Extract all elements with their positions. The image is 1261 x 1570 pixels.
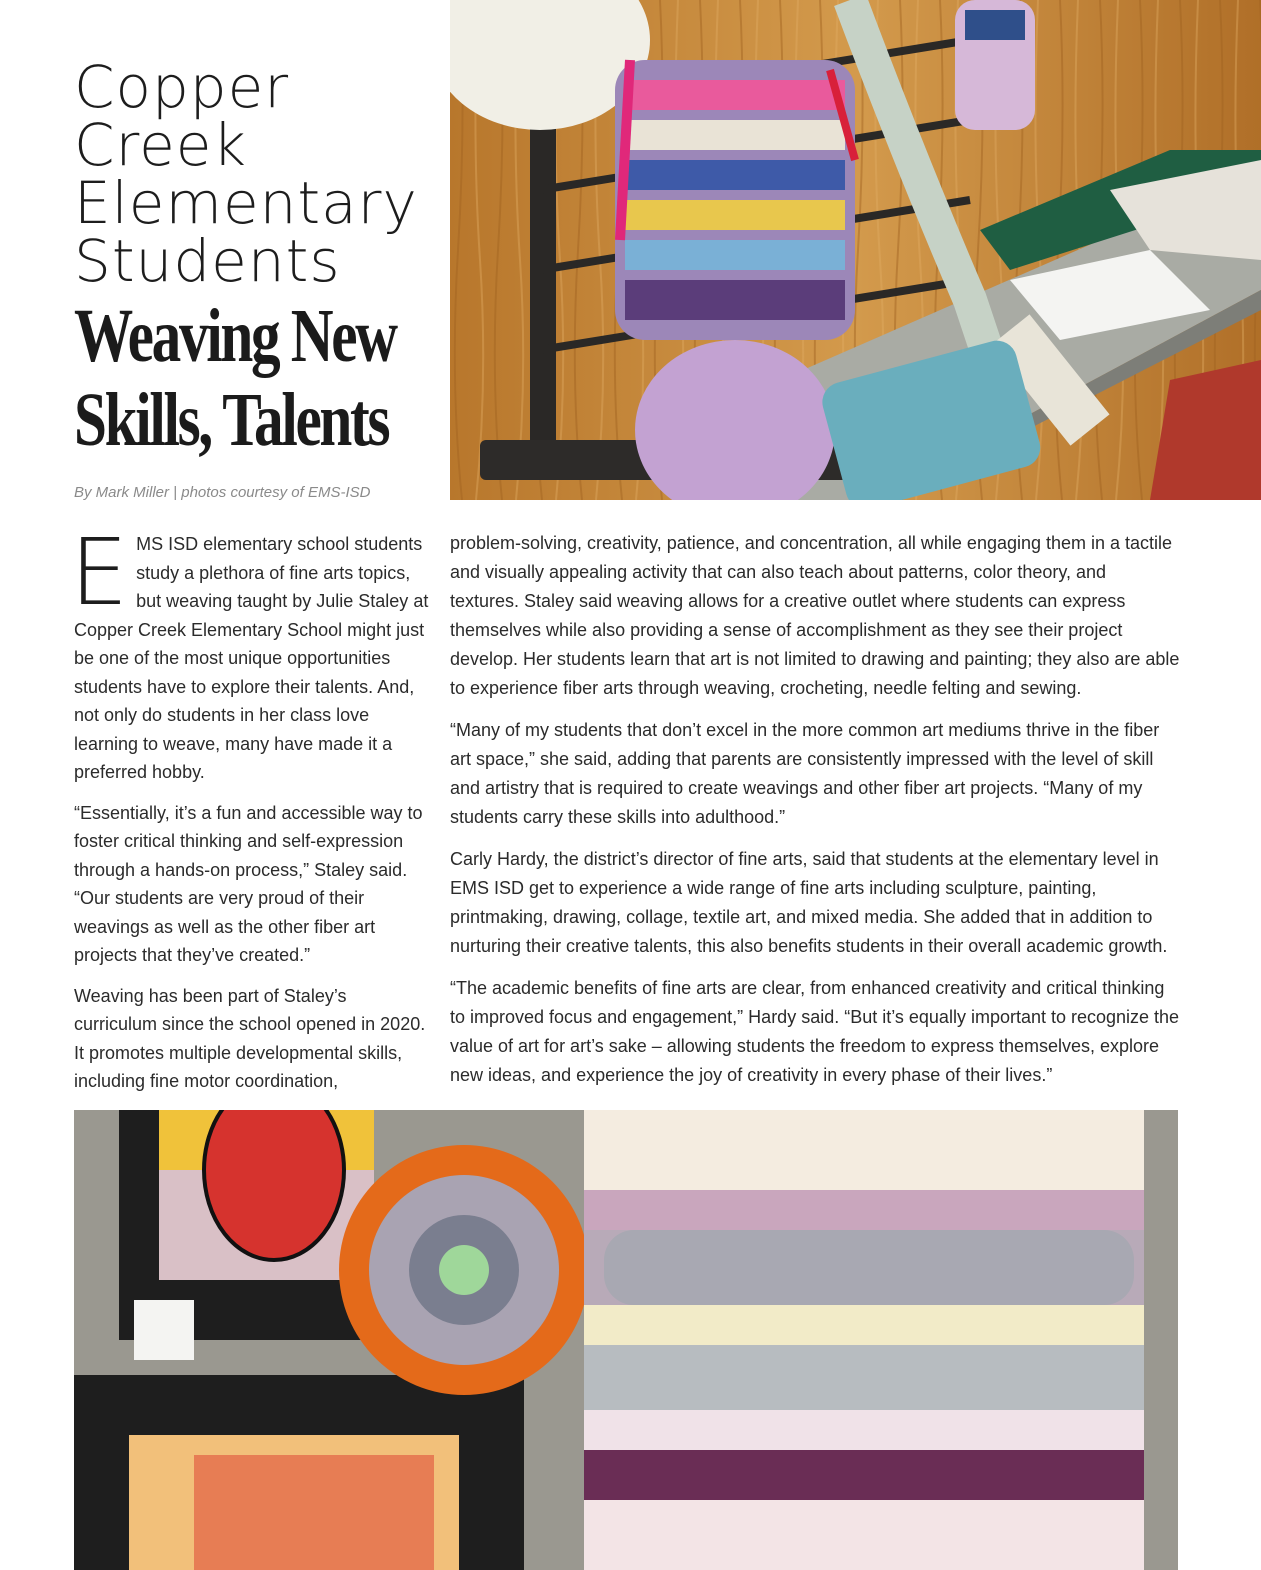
article-column-right [450, 529, 1180, 1103]
article-paragraph: Weaving has been part of Staley’s curriculum since the school opened in 2020. It promotes multiple developmental skills, including fine motor coordination, [74, 985, 426, 1091]
weaving-rack-photo [450, 0, 1261, 500]
headline-line-1: Copper [74, 53, 290, 121]
byline: By Mark Miller | photos courtesy of EMS-ISD [74, 484, 371, 501]
drop-cap: E [70, 519, 129, 626]
headline-block [74, 53, 434, 462]
headline-line-2: Creek [74, 111, 248, 179]
headline-line-3: Elementary [74, 169, 418, 237]
article-paragraph: problem-solving, creativity, patience, and concentration, all while engaging them in a tactile and visually appealing activity that can also teach about patterns, color theory, and textures. Staley said weaving allows for a creative outlet where students can express themselves while also providing a sense of accomplishment as they see their project develop. Her students learn that art is not limited to drawing and painting; they also are able to experience fiber arts through weaving, crocheting, needle felting and sewing. [450, 533, 1180, 698]
headline-bold-line-1: Weaving New [74, 294, 396, 378]
article-paragraph: Carly Hardy, the district’s director of fine arts, said that students at the elementary level in EMS ISD get to experience a wide range of fine arts including sculpture, painting, printmaking, drawing, collage, textile art, and mixed media. She added that in addition to nurturing their creative talents, this also benefits students in their overall academic growth. [450, 849, 1168, 956]
wall-weaving-illustration [74, 1110, 1178, 1570]
article-column-left [70, 519, 430, 1108]
article-paragraph-text: MS ISD elementary school students study a plethora of fine arts topics, but weaving taught by Julie Staley at Copper Creek Elementary School might just be one of the most unique opportunities students have to explore their talents. And, not only do students in her class love learning to weave, many have made it a preferred hobby. [74, 534, 429, 782]
article-paragraph: “Essentially, it’s a fun and accessible way to foster critical thinking and self-expression through a hands-on process,” Staley said. “Our students are very proud of their weavings as well as the other fiber art projects that they’ve created.” [74, 802, 423, 965]
article-paragraph: “Many of my students that don’t excel in the more common art mediums thrive in the fiber art space,” she said, adding that parents are consistently impressed with the level of skill and artistry that is required to create weavings and other fiber art projects. “Many of my students carry these skills into adulthood.” [450, 720, 1160, 827]
article-paragraph [70, 519, 430, 787]
weaving-rack-illustration [450, 0, 1261, 500]
article-paragraph: “The academic benefits of fine arts are clear, from enhanced creativity and critical thinking to improved focus and engagement,” Hardy said. “But it’s equally important to recognize the value of art for art’s sake – allowing students the freedom to express themselves, explore new ideas, and experience the joy of creativity in every phase of their lives.” [450, 978, 1180, 1085]
headline-line-4: Students [74, 227, 341, 295]
wall-weaving-photo [74, 1110, 1178, 1570]
headline-bold-line-2: Skills, Talents [74, 378, 389, 462]
